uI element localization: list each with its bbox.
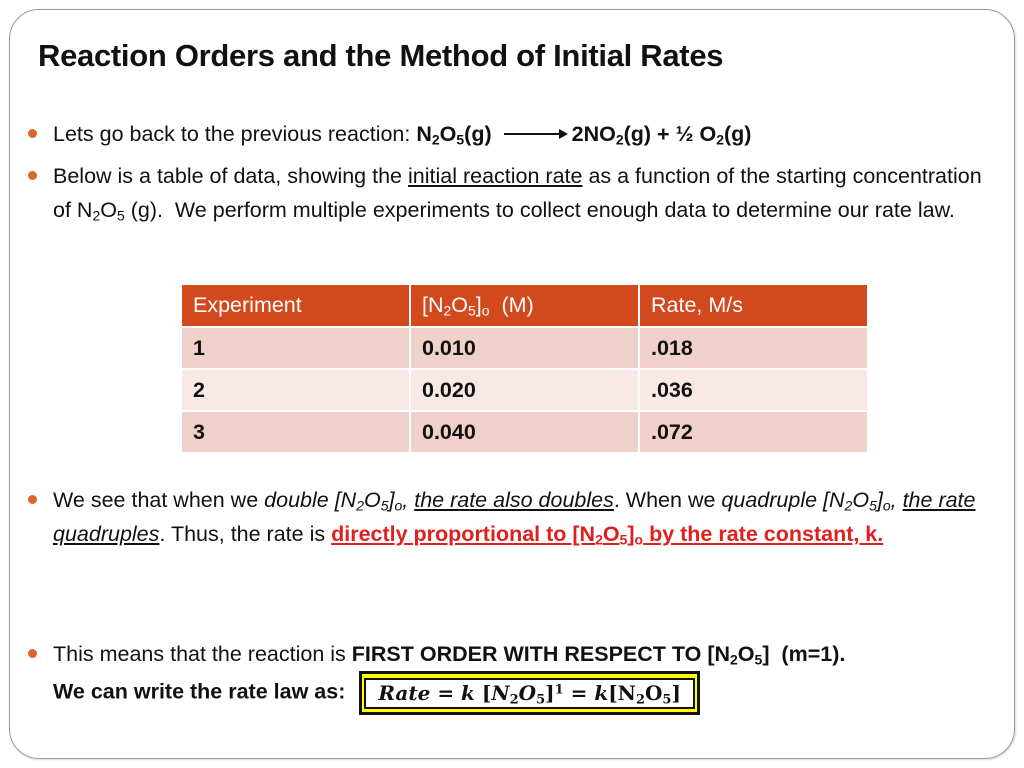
rate-law-intro: We can write the rate law as:	[53, 679, 346, 704]
initial-rate-term: initial reaction rate	[407, 164, 583, 188]
initial-rates-table	[180, 283, 869, 454]
bullet-dot-icon	[28, 171, 37, 180]
table-row	[181, 411, 868, 453]
reactant-formula: $N_2O_5(g)$	[416, 122, 492, 148]
bullet-text: We see that when we	[53, 488, 259, 512]
slide-title: Reaction Orders and the Method of Initial Rates	[38, 38, 724, 73]
bullet-dot-icon	[28, 649, 37, 658]
bullet-table-intro: Below is a table of data, showing the initial reaction rate as a function of the starting concentration of $N_2O_5$ (g). We perform multiple experiments to collect enough data to determine our rate law.	[28, 159, 988, 227]
cell-rate: .018	[639, 327, 868, 369]
proportional-conclusion: directly proportional to $[N_2O_5]_o$ by the rate constant, k.	[331, 522, 884, 548]
header-concentration: $[N_2O_5]_o$ (M)	[410, 284, 639, 327]
cell-rate: .036	[639, 369, 868, 411]
bullet-dot-icon	[28, 495, 37, 504]
bullet-text: Lets go back to the previous reaction:	[53, 122, 411, 146]
cell-concentration: 0.010	[410, 327, 639, 369]
first-order-statement: FIRST ORDER WITH RESPECT TO $[N_2O_5]$ (m=1).	[351, 642, 846, 668]
reaction-arrow-icon	[504, 129, 568, 139]
cell-experiment: 1	[181, 327, 410, 369]
rate-doubles-phrase: the rate also doubles	[414, 488, 614, 512]
bullet-reaction	[28, 117, 988, 151]
cell-concentration: 0.040	[410, 411, 639, 453]
header-experiment: Experiment	[181, 284, 410, 327]
rate-quadruples-phrase: the rate quadruples	[53, 488, 976, 546]
bullet-dot-icon	[28, 129, 37, 138]
header-rate: Rate, M/s	[639, 284, 868, 327]
rate-law-equation-box	[359, 671, 700, 715]
rate-law-equation: Rate = k $[N_2O_5]^1 = k[N_2O_5]$	[364, 678, 695, 709]
quadruple-phrase: quadruple $[N_2O_5]_o$,	[721, 488, 897, 514]
cell-experiment: 3	[181, 411, 410, 453]
cell-experiment: 2	[181, 369, 410, 411]
bullet-text: Below is a table of data, showing the	[53, 164, 402, 188]
bullet-rate-law	[28, 637, 988, 715]
cell-rate: .072	[639, 411, 868, 453]
product-formula: $2NO_2(g)$ + ½ $O_2(g)$	[571, 122, 752, 148]
table-header-row	[181, 284, 868, 327]
table-row	[181, 369, 868, 411]
cell-concentration: 0.020	[410, 369, 639, 411]
bullet-analysis: We see that when we double $[N_2O_5]_o$, the rate also doubles. When we quadruple $[N_2O_5]_o$, the rate quadruples. Thus, the rate is directly proportional to $[N_2O_5]_o$ by the rate constant, k.	[28, 483, 988, 551]
table-row	[181, 327, 868, 369]
bullet-text: This means that the reaction is	[53, 642, 346, 666]
double-phrase: double $[N_2O_5]_o$,	[264, 488, 409, 514]
